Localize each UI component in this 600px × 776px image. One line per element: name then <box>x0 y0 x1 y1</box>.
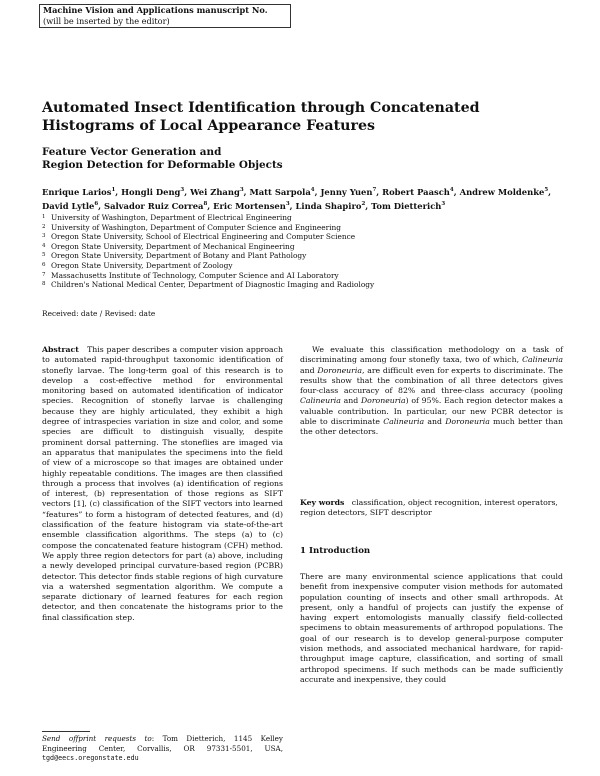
taxon-doroneuria: Doroneuria <box>317 365 362 375</box>
author <box>249 187 314 197</box>
author-affiliation-number: 4 <box>310 187 315 193</box>
affiliation-number: 7 <box>42 271 46 278</box>
author-affiliation-number: 3 <box>285 200 290 207</box>
subtitle-line-1: Feature Vector Generation and <box>42 146 222 158</box>
author <box>371 201 445 211</box>
affiliation-text: Oregon State University, Department of Botany and Plant Pathology <box>51 251 307 261</box>
paper-subtitle <box>42 146 442 172</box>
taxon-calineuria: Calineuria <box>300 396 341 406</box>
taxon-calineuria: Calineuria <box>383 417 425 427</box>
affiliation-number: 5 <box>42 252 46 259</box>
eval-and-1: and <box>300 365 318 375</box>
section-heading: 1 Introduction <box>300 546 371 556</box>
journal-name: Machine Vision and Applications manuscript No. <box>43 5 268 15</box>
affiliation-text: Oregon State University, Department of Zoology <box>51 260 233 270</box>
author <box>121 187 184 197</box>
author-affiliation-number: 2 <box>361 200 366 207</box>
affiliation-item <box>42 242 562 252</box>
author-list: Enrique Larios$^1$, Hongli Deng$^3$, Wei Zhang$^3$, Matt Sarpola$^4$, Jenny Yuen$^7$, Robert Paasch$^4$, Andrew Moldenke$^5$, David Lytle$^6$, Salvador Ruiz Correa$^8$, Eric Mortensen$^3$, Linda Shapiro$^2$, Tom Dietterich$^3$ <box>42 186 552 211</box>
author <box>382 187 454 197</box>
editor-note: (will be inserted by the editor) <box>43 16 170 26</box>
author-name: Enrique Larios <box>42 186 112 197</box>
author-affiliation-number: 6 <box>94 200 99 207</box>
author-affiliation-number: 5 <box>544 187 549 193</box>
affiliation-item <box>42 261 562 271</box>
author-name: David Lytle <box>42 200 95 211</box>
author-affiliation-number: 4 <box>449 187 454 193</box>
abstract-label: Abstract <box>42 345 79 354</box>
paper-title: Automated Insect Identification through Concatenated Histograms of Local Appearance Features <box>42 100 480 134</box>
author <box>296 201 366 211</box>
author-affiliation-number: 3 <box>441 200 446 207</box>
affiliation-text: Oregon State University, School of Electrical Engineering and Computer Science <box>51 232 356 242</box>
author <box>42 201 98 211</box>
keywords-text: classification, object recognition, interest operators, region detectors, SIFT descriptor <box>300 498 558 518</box>
author <box>460 187 549 197</box>
taxon-doroneuria: Doroneuria <box>360 396 406 406</box>
author <box>104 201 207 211</box>
affiliation-text: Children's National Medical Center, Department of Diagnostic Imaging and Radiology <box>51 280 375 290</box>
evaluation-paragraph <box>300 345 563 438</box>
abstract <box>42 345 283 623</box>
affiliation-text: Oregon State University, Department of Mechanical Engineering <box>51 241 295 251</box>
author <box>320 187 376 197</box>
taxon-calineuria: Calineuria <box>522 355 563 365</box>
affiliation-number: 3 <box>42 233 46 240</box>
abstract-text: This paper describes a computer vision approach to automated rapid-throughput taxonomic identification of stonefly larvae. The long-term goal of this research is to develop a cost-effective method for environmental monitoring based on automated identification of indicator species. Recognition of stonefly larvae is challenging because they are highly articulated, they exhibit a high degree of intraspecies variation in size and color, and some species are difficult to distinguish visually, despite prominent dorsal patterning. The stoneflies are imaged via an apparatus that manipulates the specimens into the field of view of a microscope so that images are obtained under highly repeatable conditions. The images are then classified through a process that involves (a) identification of regions of interest, (b) representation of those regions as SIFT vectors [1], (c) classification of the SIFT vectors into learned “features” to form a histogram of detected features, and (d) classification of the feature histogram via state-of-the-art ensemble classification algorithms. The steps (a) to (c) compose the concatenated feature histogram (CFH) method. We apply three region detectors for part (a) above, including a newly developed principal curvature-based region (PCBR) detector. This detector finds stable regions of high curvature via a watershed segmentation algorithm. We compute a separate dictionary of learned features for each region detector, and then concatenate the histograms prior to the final classification step. <box>42 345 283 622</box>
subtitle-line-2: Region Detection for Deformable Objects <box>42 159 283 171</box>
author-name: Salvador Ruiz Correa <box>104 200 204 211</box>
author-affiliation-number: 7 <box>372 187 377 193</box>
footnote-text: : Tom Dietterich, 1145 Kelley Engineering Center, Corvallis, OR 97331-5501, USA, <box>42 734 283 753</box>
affiliation-item <box>42 223 562 233</box>
eval-text-2: , are difficult even for experts to discriminate. The results show that the combination of all three detectors gives four-class accuracy of 82% and three-class accuracy (pooling <box>300 365 563 396</box>
author <box>190 187 244 197</box>
keywords <box>300 498 563 519</box>
affiliation-item <box>42 251 562 261</box>
eval-text-4: much better than the other detectors. <box>300 417 563 437</box>
author-affiliation-number: 3 <box>180 187 185 193</box>
author-name: Robert Paasch <box>382 186 450 197</box>
eval-text-1: We evaluate this classification methodology on a task of discriminating among four stonefly taxa, two of which, <box>300 345 563 365</box>
affiliation-number: 4 <box>42 242 46 249</box>
author-affiliation-number: 3 <box>239 187 244 193</box>
author-affiliation-number: 8 <box>203 200 208 207</box>
footnote-label: Send offprint requests to <box>42 734 152 743</box>
footnote <box>42 734 283 764</box>
author-name: Eric Mortensen <box>213 200 286 211</box>
author <box>42 187 115 197</box>
contact-email[interactable]: tgd@eecs.oregonstate.edu <box>42 754 139 763</box>
affiliation-item <box>42 280 562 290</box>
author-name: Linda Shapiro <box>295 200 362 211</box>
author-affiliation-number: 1 <box>111 187 116 193</box>
affiliation-number: 2 <box>42 223 46 230</box>
taxon-doroneuria: Doroneuria <box>445 417 490 427</box>
author <box>213 201 290 211</box>
affiliation-text: University of Washington, Department of Computer Science and Engineering <box>51 222 341 232</box>
eval-and-3: and <box>424 417 446 427</box>
eval-text-3: ) of 95%. Each region detector makes a valuable contribution. In particular, our new PCBR detector is able to discriminate <box>300 396 563 427</box>
manuscript-header-box <box>39 4 291 28</box>
eval-and-2: and <box>340 396 361 406</box>
affiliation-text: Massachusetts Institute of Technology, Computer Science and AI Laboratory <box>51 270 339 280</box>
affiliation-number: 8 <box>42 281 46 288</box>
keywords-label: Key words <box>300 498 345 507</box>
affiliation-item <box>42 271 562 281</box>
introduction-paragraph <box>300 572 563 685</box>
affiliation-text: University of Washington, Department of Electrical Engineering <box>51 213 292 222</box>
author-name: Tom Dietterich <box>371 200 442 211</box>
author-name: Hongli Deng <box>121 186 181 197</box>
affiliation-item <box>42 232 562 242</box>
footnote-rule <box>42 731 90 732</box>
author-name: Matt Sarpola <box>249 186 311 197</box>
affiliation-number: 6 <box>42 261 46 268</box>
received-date: Received: date / Revised: date <box>42 309 156 318</box>
affiliation-list <box>42 213 562 290</box>
author-name: Wei Zhang <box>190 186 240 197</box>
affiliation-number: 1 <box>42 214 46 220</box>
intro-text: There are many environmental science applications that could benefit from inexpensive computer vision methods for automated population counting of insects and other small arthropods. At present, only a handful of projects can justify the expense of having expert entomologists manually classify field-collected specimens to obtain measurements of arthropod populations. The goal of our research is to develop general-purpose computer vision methods, and associated mechanical hardware, for rapid-throughput image capture, classification, and sorting of small arthropod specimens. If such methods can be made sufficiently accurate and inexpensive, they could <box>300 572 563 684</box>
author-name: Jenny Yuen <box>320 186 373 197</box>
affiliation-item <box>42 213 562 223</box>
author-name: Andrew Moldenke <box>459 186 545 197</box>
